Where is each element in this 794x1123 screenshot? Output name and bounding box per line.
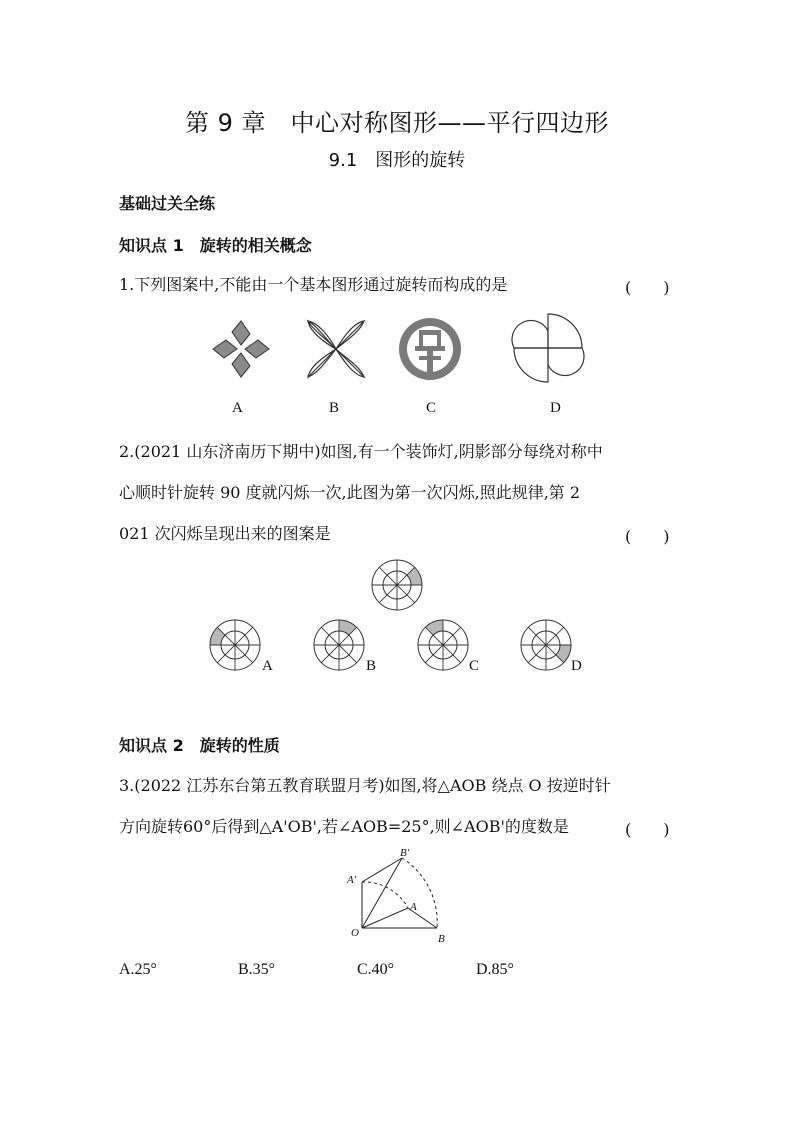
q1-option-label-b: B (329, 400, 340, 416)
question-3-line-2: 方向旋转60°后得到△A'OB',若∠AOB=25°,则∠AOB'的度数是 (119, 817, 569, 836)
label-o: O (351, 927, 359, 939)
label-b: B (438, 933, 445, 945)
shaded-segment (407, 567, 422, 585)
question-2-line-1: 2.(2021 山东济南历下期中)如图,有一个装饰灯,阴影部分每绕对称中 (119, 442, 603, 461)
q2-option-label-b: B (366, 658, 377, 674)
q3-option-d: D.85° (476, 961, 514, 978)
q1-figure-d (512, 312, 584, 384)
arc-a-to-a-prime (362, 882, 408, 908)
q1-figure-b (305, 318, 367, 380)
q2-option-label-a: A (262, 658, 273, 674)
shaded-segment (556, 645, 571, 663)
arc-b-to-b-prime (402, 858, 437, 928)
label-a: A (410, 901, 417, 913)
segment-oa (362, 908, 408, 928)
question-2-line-3: 021 次闪烁呈现出来的图案是 (119, 524, 331, 543)
q1-figure-c (397, 316, 463, 382)
question-3-answer-blank: ( ) (625, 820, 670, 839)
q1-figure-a (210, 318, 272, 380)
knowledge-point-1-heading: 知识点 1 旋转的相关概念 (119, 236, 312, 255)
q3-option-a: A.25° (119, 961, 157, 978)
label-b-prime: B′ (400, 847, 410, 859)
q2-option-d-figure (519, 618, 573, 672)
q3-option-b: B.35° (238, 961, 276, 978)
section-title: 9.1 图形的旋转 (328, 150, 466, 171)
shaded-segment (339, 620, 357, 635)
practice-heading: 基础过关全练 (119, 194, 216, 213)
q2-option-a-figure (208, 618, 262, 672)
shaded-segment (425, 620, 443, 635)
question-3-line-1: 3.(2022 江苏东台第五教育联盟月考)如图,将△AOB 绕点 O 按逆时针 (119, 776, 611, 795)
q3-option-c: C.40° (357, 961, 395, 978)
question-2-answer-blank: ( ) (625, 527, 670, 546)
q2-option-label-d: D (571, 658, 582, 674)
knowledge-point-2-heading: 知识点 2 旋转的性质 (119, 736, 280, 755)
q2-lamp-figure (370, 558, 424, 612)
q1-option-label-d: D (550, 400, 561, 416)
q2-option-c-figure (416, 618, 470, 672)
question-1-answer-blank: ( ) (625, 278, 670, 297)
segment-a-prime-b-prime (362, 858, 402, 882)
shaded-segment (210, 627, 225, 645)
question-1-text: 1.下列图案中,不能由一个基本图形通过旋转而构成的是 (119, 275, 508, 294)
q3-rotation-figure (340, 846, 460, 946)
q1-option-label-a: A (232, 400, 243, 416)
chapter-title: 第 9 章 中心对称图形——平行四边形 (184, 109, 610, 137)
q1-option-label-c: C (426, 400, 437, 416)
q2-option-b-figure (312, 618, 366, 672)
question-2-line-2: 心顺时针旋转 90 度就闪烁一次,此图为第一次闪烁,照此规律,第 2 (119, 483, 581, 502)
label-a-prime: A′ (347, 874, 357, 886)
q2-option-label-c: C (469, 658, 480, 674)
